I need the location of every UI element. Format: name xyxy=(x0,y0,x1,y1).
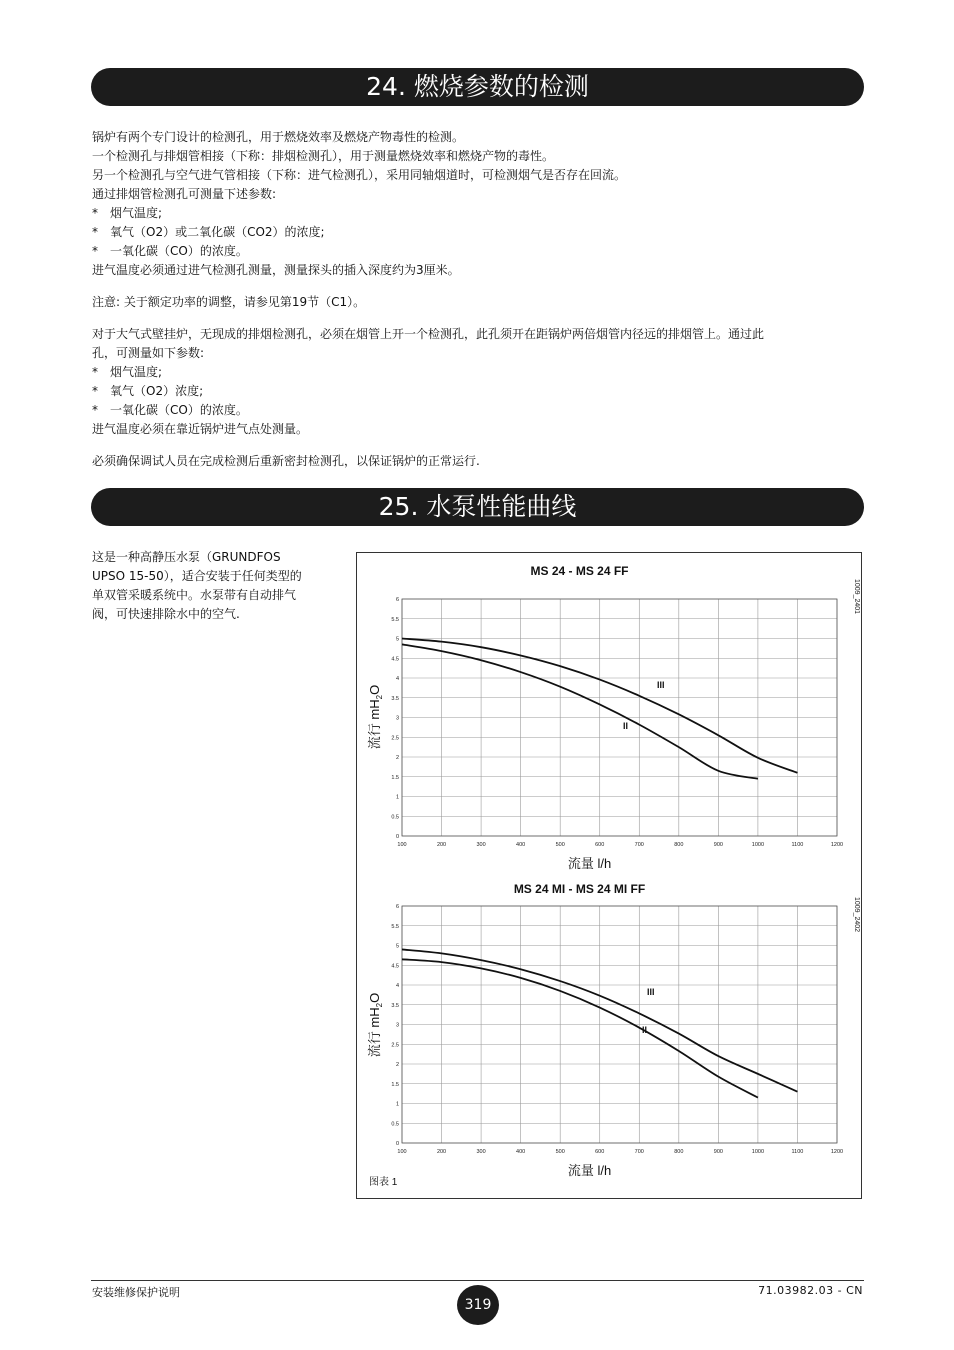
series-label: II xyxy=(642,1025,648,1035)
y-tick-label: 5.5 xyxy=(391,923,399,930)
chart-code: 1009_2402 xyxy=(853,897,860,933)
y-tick-label: 4 xyxy=(395,676,399,682)
y-tick-label: 2.5 xyxy=(391,735,399,742)
y-tick-label: 0 xyxy=(395,1141,399,1147)
y-tick-label: 2 xyxy=(395,755,399,761)
pump-curve-figure xyxy=(356,552,862,1199)
bullet-text: 一氧化碳（CO）的浓度。 xyxy=(110,403,248,417)
x-tick-label: 1000 xyxy=(751,842,765,848)
x-tick-label: 1100 xyxy=(791,1149,804,1155)
bullet-text: 烟气温度; xyxy=(110,365,163,379)
paragraph-line: 这是一种高静压水泵（GRUNDFOS xyxy=(92,550,281,564)
figure-caption: 图表 1 xyxy=(369,1177,398,1188)
series-line-ii xyxy=(402,959,758,1097)
x-tick-label: 600 xyxy=(595,1149,605,1155)
bullet-marker: * xyxy=(92,225,98,239)
x-tick-label: 1000 xyxy=(751,1149,765,1155)
footer-divider xyxy=(91,1280,864,1281)
x-tick-label: 100 xyxy=(397,842,407,848)
y-tick-label: 1.5 xyxy=(391,774,399,781)
page-number: 319 xyxy=(457,1285,499,1325)
x-tick-label: 300 xyxy=(476,842,486,848)
footer-doc-title: 安装维修保护说明 xyxy=(92,1286,180,1299)
x-tick-label: 1200 xyxy=(830,842,844,848)
paragraph-line: 进气温度必须在靠近锅炉进气点处测量。 xyxy=(92,422,309,436)
y-tick-label: 5 xyxy=(395,943,399,950)
bullet-text: 烟气温度; xyxy=(110,206,163,220)
bullet-text: 氧气（O2）浓度; xyxy=(110,384,204,398)
bullet-item xyxy=(92,382,867,401)
paragraph-line: 锅炉有两个专门设计的检测孔，用于燃烧效率及燃烧产物毒性的检测。 xyxy=(92,130,465,144)
pump-curve-charts xyxy=(357,553,863,1200)
x-tick-label: 400 xyxy=(516,842,526,848)
y-tick-label: 3 xyxy=(395,1022,399,1029)
series-label: III xyxy=(657,680,665,690)
footer-doc-code: 71.03982.03 - CN xyxy=(758,1284,863,1297)
series-line-ii xyxy=(402,644,758,778)
x-tick-label: 800 xyxy=(674,1149,684,1155)
y-tick-label: 0.5 xyxy=(391,814,399,821)
x-tick-label: 600 xyxy=(595,842,605,848)
y-tick-label: 6 xyxy=(395,904,399,910)
x-tick-label: 400 xyxy=(516,1149,526,1155)
y-tick-label: 6 xyxy=(395,597,399,603)
paragraph-line: UPSO 15-50），适合安装于任何类型的 xyxy=(92,569,302,583)
x-tick-label: 900 xyxy=(713,842,723,848)
y-tick-label: 3.5 xyxy=(391,695,399,702)
bullet-item xyxy=(92,204,867,223)
bullet-item xyxy=(92,242,867,261)
x-axis-label: 流量 l/h xyxy=(567,1163,612,1178)
y-tick-label: 4.5 xyxy=(391,963,399,970)
paragraph-line: 另一个检测孔与空气进气管相接（下称：进气检测孔），采用同轴烟道时，可检测烟气是否存在回流。 xyxy=(92,168,627,182)
paragraph-line: 通过排烟管检测孔可测量下述参数: xyxy=(92,187,277,201)
y-tick-label: 1.5 xyxy=(391,1081,399,1088)
bullet-marker: * xyxy=(92,206,98,220)
chart-ms24-mi xyxy=(367,882,860,1178)
y-tick-label: 4 xyxy=(395,983,399,989)
series-label: II xyxy=(623,721,629,731)
paragraph-line: 对于大气式壁挂炉，无现成的排烟检测孔，必须在烟管上开一个检测孔，此孔须开在距锅炉两倍烟管内径远的排烟管上。通过此 xyxy=(92,327,765,341)
series-label: III xyxy=(647,987,655,997)
x-tick-label: 500 xyxy=(555,842,565,848)
x-tick-label: 1200 xyxy=(830,1149,844,1155)
chart-code: 1009_2401 xyxy=(853,579,860,615)
y-tick-label: 1 xyxy=(395,1101,399,1108)
y-axis-label: 流行 $mH_2O$ xyxy=(367,684,384,750)
bullet-item xyxy=(92,401,867,420)
paragraph-line: 单双管采暖系统中。水泵带有自动排气 xyxy=(92,588,297,602)
x-tick-label: 200 xyxy=(436,842,447,848)
y-tick-label: 3 xyxy=(395,715,399,722)
y-tick-label: 5 xyxy=(395,636,399,643)
note-line: 注意: 关于额定功率的调整，请参见第19节（C1）。 xyxy=(92,295,366,309)
bullet-item xyxy=(92,363,867,382)
y-tick-label: 4.5 xyxy=(391,656,399,663)
x-tick-label: 900 xyxy=(713,1149,723,1155)
chart-title: MS 24 - MS 24 FF xyxy=(530,564,629,578)
y-tick-label: 2 xyxy=(395,1062,399,1068)
bullet-marker: * xyxy=(92,403,98,417)
section-25-title: 25. 水泵性能曲线 xyxy=(91,488,864,526)
bullet-item xyxy=(92,223,867,242)
bullet-marker: * xyxy=(92,384,98,398)
paragraph-line: 孔，可测量如下参数: xyxy=(92,346,205,360)
section-24-title: 24. 燃烧参数的检测 xyxy=(91,68,864,106)
chart-title: MS 24 MI - MS 24 MI FF xyxy=(513,882,646,896)
x-tick-label: 700 xyxy=(634,1149,644,1155)
y-tick-label: 1 xyxy=(395,794,399,801)
paragraph-line: 必须确保调试人员在完成检测后重新密封检测孔，以保证锅炉的正常运行. xyxy=(92,454,480,468)
y-tick-label: 3.5 xyxy=(391,1002,399,1009)
y-tick-label: 0 xyxy=(395,834,399,840)
x-tick-label: 800 xyxy=(674,842,684,848)
x-tick-label: 500 xyxy=(555,1149,565,1155)
pump-description xyxy=(92,548,342,624)
chart-ms24 xyxy=(367,564,860,871)
section-24-body xyxy=(92,128,867,471)
y-tick-label: 0.5 xyxy=(391,1121,399,1128)
bullet-marker: * xyxy=(92,365,98,379)
paragraph-line: 一个检测孔与排烟管相接（下称：排烟检测孔），用于测量燃烧效率和燃烧产物的毒性。 xyxy=(92,149,555,163)
x-tick-label: 1100 xyxy=(791,842,804,848)
y-axis-label: 流行 $mH_2O$ xyxy=(367,992,384,1058)
bullet-text: 氧气（O2）或二氧化碳（CO2）的浓度; xyxy=(110,225,325,239)
bullet-text: 一氧化碳（CO）的浓度。 xyxy=(110,244,248,258)
x-tick-label: 200 xyxy=(436,1149,447,1155)
paragraph-line: 进气温度必须通过进气检测孔测量，测量探头的插入深度约为3厘米。 xyxy=(92,263,460,277)
x-tick-label: 300 xyxy=(476,1149,486,1155)
x-tick-label: 700 xyxy=(634,842,644,848)
paragraph-line: 阀，可快速排除水中的空气. xyxy=(92,607,240,621)
y-tick-label: 5.5 xyxy=(391,616,399,623)
y-tick-label: 2.5 xyxy=(391,1042,399,1049)
x-axis-label: 流量 l/h xyxy=(567,856,612,871)
x-tick-label: 100 xyxy=(397,1149,407,1155)
bullet-marker: * xyxy=(92,244,98,258)
